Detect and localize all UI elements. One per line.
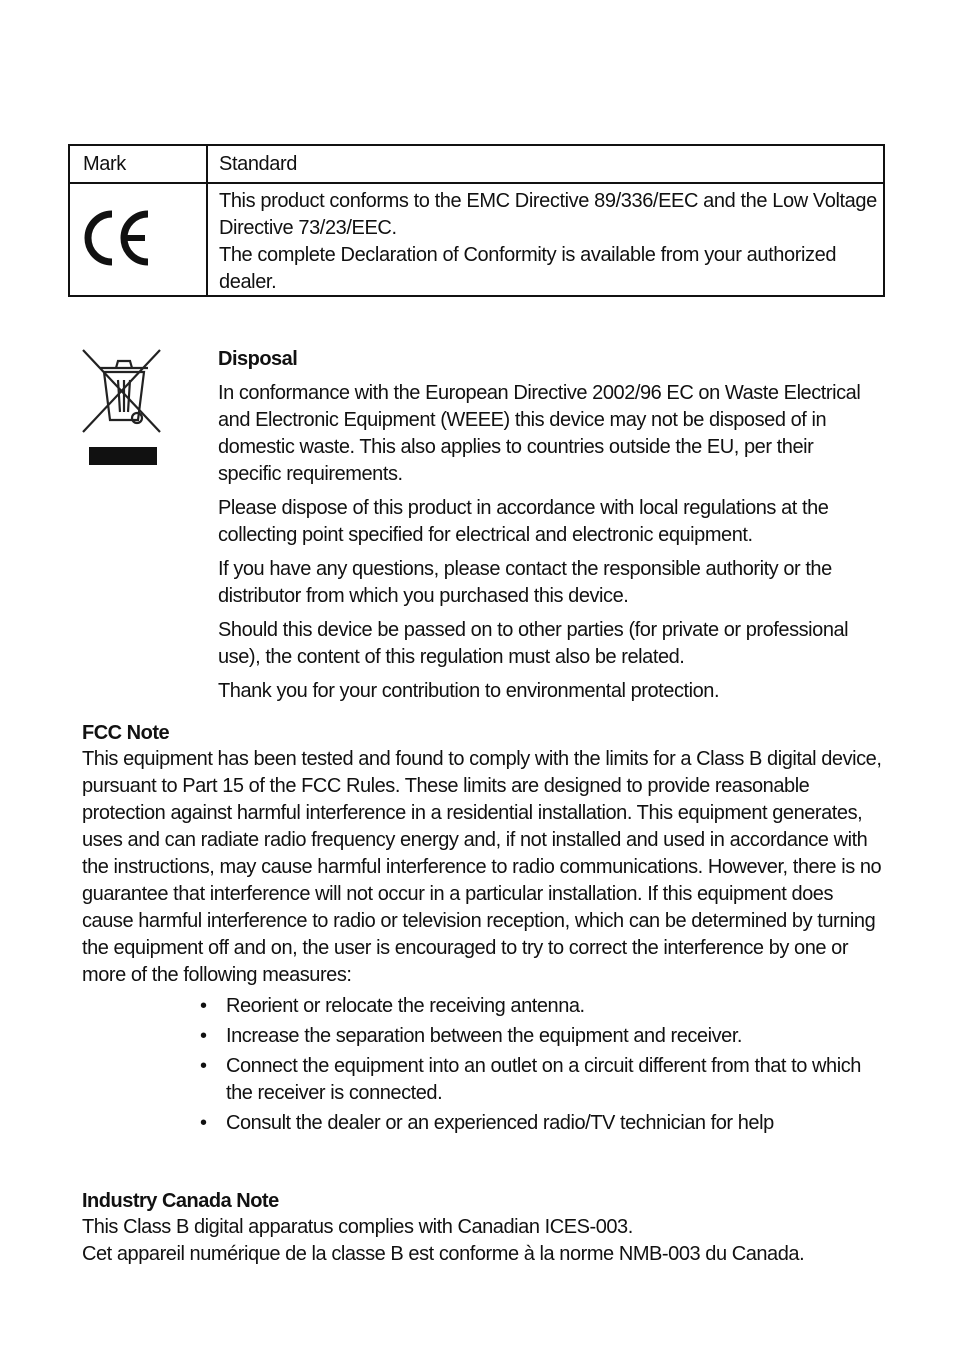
ce-mark-icon	[82, 206, 154, 270]
industry-canada-heading: Industry Canada Note	[82, 1190, 279, 1212]
disposal-paragraph: Thank you for your contribution to environmental protection.	[218, 680, 720, 702]
list-item	[200, 993, 866, 1020]
column-header-mark: Mark	[83, 153, 126, 175]
fcc-section	[82, 720, 882, 1140]
column-header-standard: Standard	[219, 153, 297, 175]
disposal-heading: Disposal	[218, 348, 298, 370]
list-item-text: Reorient or relocate the receiving antenna.	[226, 995, 585, 1017]
disposal-paragraph: Should this device be passed on to other parties (for private or professional use), the content of this regulation must also be related.	[218, 619, 849, 668]
fcc-heading: FCC Note	[82, 722, 170, 744]
fcc-measures-list	[82, 993, 882, 1137]
fcc-body: This equipment has been tested and found to comply with the limits for a Class B digital device, pursuant to Part 15 of the FCC Rules. These limits are designed to provide reasonable protection against harmful interference in a residential installation. This equipment generates, uses and can radiate radio frequency energy and, if not installed and used in accordance with the instructions, may cause harmful interference to radio communications. However, there is no guarantee that interference will not occur in a particular installation. If this equipment does cause harmful interference to radio or television reception, which can be determined by turning the equipment off and on, the user is encouraged to try to correct the interference by one or more of the following measures:	[82, 748, 882, 986]
ce-conformity-text	[219, 188, 881, 296]
bullet-icon: •	[200, 995, 207, 1017]
bullet-icon: •	[200, 1112, 207, 1134]
list-item-text: Consult the dealer or an experienced radio/TV technician for help	[226, 1112, 774, 1134]
ce-directive-statement: This product conforms to the EMC Directive 89/336/EEC and the Low Voltage Directive 73/23/EEC.	[219, 190, 877, 239]
crossed-out-wheelie-bin-icon	[80, 346, 166, 468]
table-header-row	[70, 146, 883, 184]
industry-canada-section	[82, 1188, 902, 1268]
column-divider	[206, 146, 208, 295]
declaration-statement: The complete Declaration of Conformity is available from your authorized dealer.	[219, 244, 837, 293]
industry-canada-french: Cet appareil numérique de la classe B est conforme à la norme NMB-003 du Canada.	[82, 1243, 805, 1265]
list-item	[200, 1053, 866, 1107]
list-item	[200, 1023, 866, 1050]
compliance-table	[68, 144, 885, 297]
bullet-icon: •	[200, 1025, 207, 1047]
list-item	[200, 1110, 866, 1137]
disposal-paragraph: Please dispose of this product in accordance with local regulations at the collecting point specified for electrical and electronic equipment.	[218, 497, 829, 546]
bullet-icon: •	[200, 1055, 207, 1077]
disposal-paragraph: If you have any questions, please contact the responsible authority or the distributor from which you purchased this device.	[218, 558, 832, 607]
disposal-paragraph: In conformance with the European Directive 2002/96 EC on Waste Electrical and Electronic Equipment (WEEE) this device may not be disposed of in domestic waste. This also applies to countries outside the EU, per their specific requirements.	[218, 382, 861, 485]
disposal-section	[218, 346, 878, 712]
list-item-text: Connect the equipment into an outlet on a circuit different from that to which the receiver is connected.	[226, 1055, 861, 1104]
industry-canada-english: This Class B digital apparatus complies with Canadian ICES-003.	[82, 1216, 633, 1238]
list-item-text: Increase the separation between the equipment and receiver.	[226, 1025, 743, 1047]
